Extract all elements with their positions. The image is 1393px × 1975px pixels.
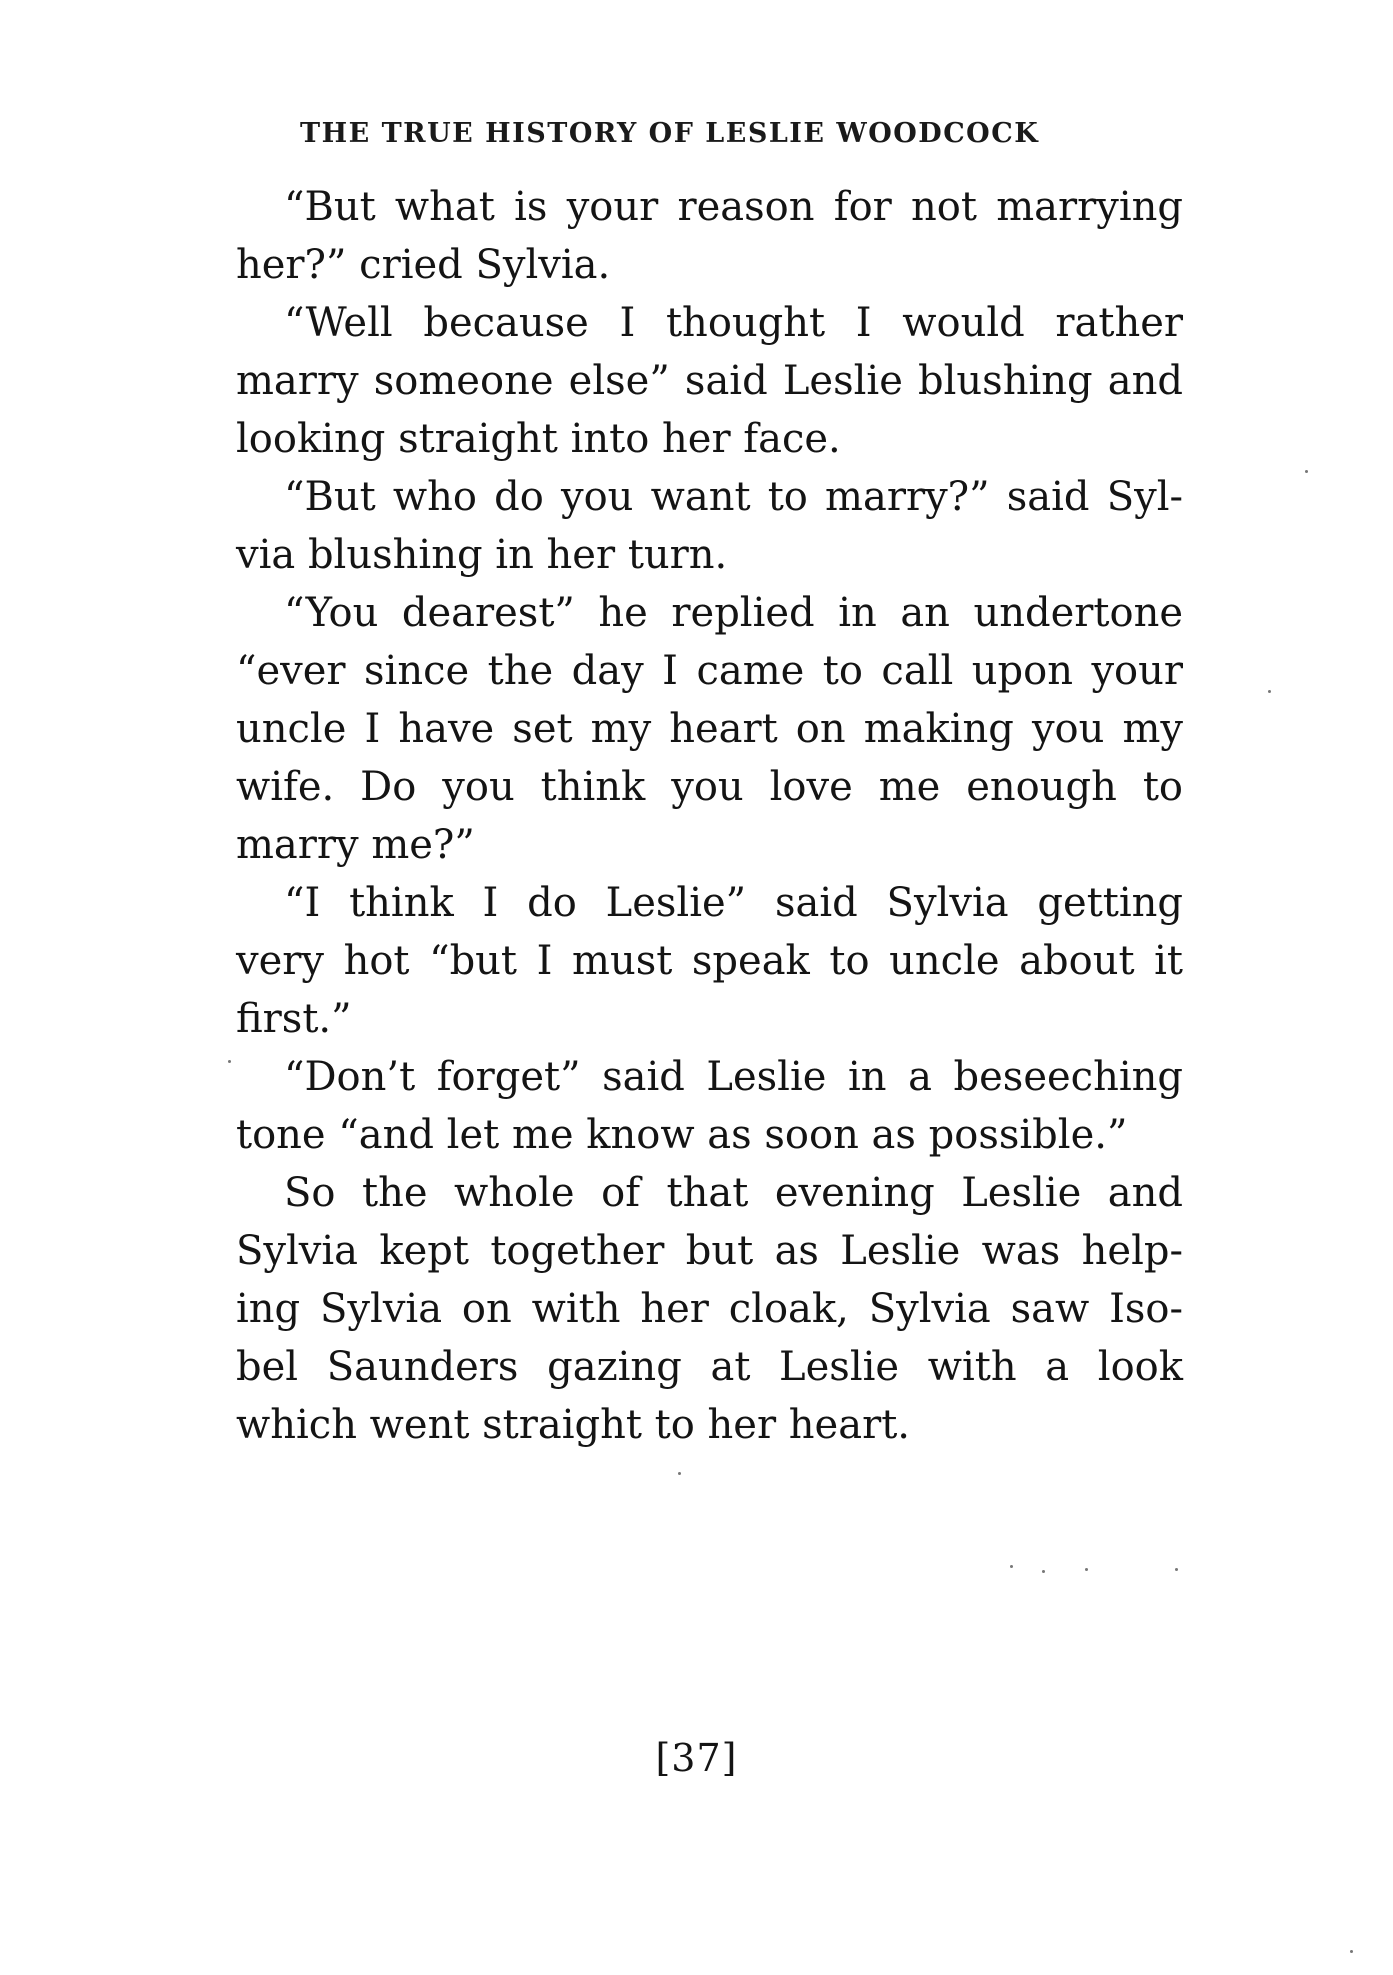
text-line: “I think I do Leslie” said Sylvia getting [284, 880, 1183, 926]
page-number: [37] [655, 1736, 738, 1780]
body-text [236, 178, 1183, 1454]
text-line: Sylvia kept together but as Leslie was help- [236, 1228, 1183, 1274]
text-line: very hot “but I must speak to uncle about it [236, 938, 1183, 984]
text-line: bel Saunders gazing at Leslie with a look [236, 1344, 1183, 1390]
running-head: THE TRUE HISTORY OF LESLIE WOODCOCK [300, 118, 1040, 149]
print-speck [1085, 1568, 1088, 1571]
print-speck [1042, 1570, 1045, 1573]
text-line: “But who do you want to marry?” said Syl- [284, 474, 1183, 520]
text-line: which went straight to her heart. [236, 1402, 910, 1448]
text-line: first.” [236, 996, 352, 1042]
text-line: marry me?” [236, 822, 475, 868]
text-line: “Well because I thought I would rather [284, 300, 1183, 346]
text-line: wife. Do you think you love me enough to [236, 764, 1183, 810]
text-line: “You dearest” he replied in an undertone [284, 590, 1183, 636]
print-speck [1010, 1565, 1013, 1568]
text-line: So the whole of that evening Leslie and [284, 1170, 1183, 1216]
print-speck [1350, 1950, 1353, 1953]
print-speck [1268, 690, 1271, 693]
text-line: tone “and let me know as soon as possible.” [236, 1112, 1128, 1158]
text-line: via blushing in her turn. [236, 532, 728, 578]
text-line: “But what is your reason for not marrying [284, 184, 1183, 230]
text-line: marry someone else” said Leslie blushing and [236, 358, 1183, 404]
text-line: her?” cried Sylvia. [236, 242, 611, 288]
text-line: “ever since the day I came to call upon your [236, 648, 1183, 694]
print-speck [228, 1060, 231, 1063]
print-speck [1175, 1568, 1178, 1571]
text-line: “Don’t forget” said Leslie in a beseeching [284, 1054, 1183, 1100]
text-line: looking straight into her face. [236, 416, 841, 462]
text-line: uncle I have set my heart on making you my [236, 706, 1183, 752]
print-speck [678, 1472, 681, 1475]
print-speck [1305, 470, 1308, 473]
text-line: ing Sylvia on with her cloak, Sylvia saw Iso- [236, 1286, 1183, 1332]
